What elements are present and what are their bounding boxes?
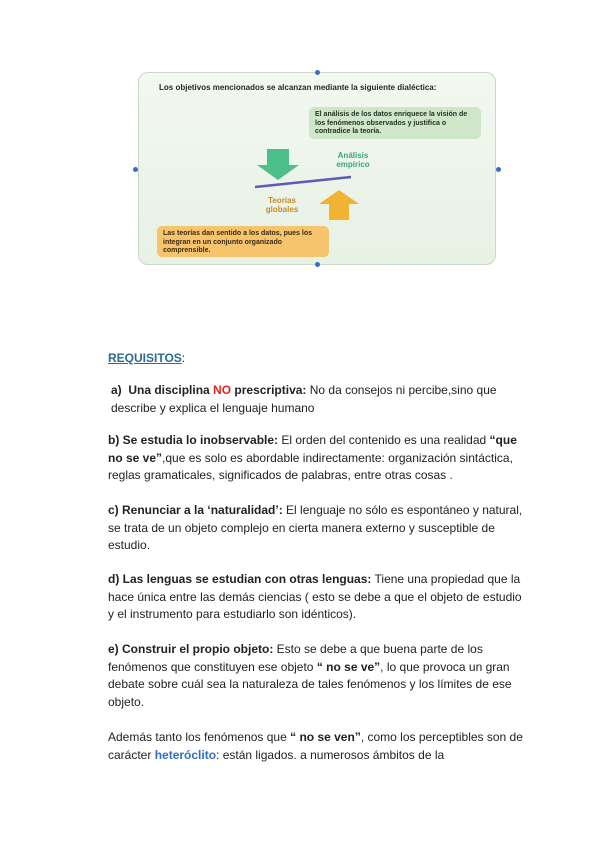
balance-line bbox=[255, 177, 351, 187]
global-theories-label: Teorías globales bbox=[265, 196, 299, 214]
item-c: c) Renunciar a la ‘naturalidad’: El lenguaje no sólo es espontáneo y natural, se trata de un objeto complejo en cierta manera externo y susceptible de estudio. bbox=[108, 503, 523, 552]
resize-handle-right[interactable] bbox=[496, 167, 501, 172]
diagram-panel bbox=[138, 72, 496, 265]
down-arrow-icon bbox=[257, 149, 299, 180]
up-arrow-icon bbox=[319, 190, 359, 220]
heteroclito-highlight: heteróclito bbox=[154, 747, 217, 762]
item-a: a) Una disciplina NO prescriptiva: No da consejos ni percibe,sino que describe y explica el lenguaje humano bbox=[111, 383, 497, 415]
diagram-arrows bbox=[139, 73, 496, 265]
empirical-analysis-label: Análisis empírico bbox=[336, 151, 370, 169]
heading-label: REQUISITOS bbox=[108, 351, 182, 365]
no-highlight: NO bbox=[213, 383, 232, 397]
resize-handle-bottom[interactable] bbox=[315, 262, 320, 267]
item-e: e) Construir el propio objeto: Esto se debe a que buena parte de los fenómenos que constituyen ese objeto “ no se ve”, lo que provoca un gran debate sobre cuál sea la naturaleza de tales fenómenos y los límites de ese objeto. bbox=[108, 642, 512, 709]
item-d: d) Las lenguas se estudian con otras lenguas: Tiene una propiedad que la hace única entre las demás ciencias ( esto se debe a que el objeto de estudio y el instrumento para estudiarlo son idénticos). bbox=[108, 572, 522, 621]
item-b: b) Se estudia lo inobservable: El orden del contenido es una realidad “que no se ve”,que es solo es abordable indirectamente: organización sintáctica, reglas gramaticales, significados de palabras, entre otras cosas . bbox=[108, 433, 517, 482]
diagram-image[interactable] bbox=[135, 72, 499, 265]
resize-handle-top[interactable] bbox=[315, 70, 320, 75]
closing-paragraph: Además tanto los fenómenos que “ no se ven”, como los perceptibles son de carácter heteróclito: están ligados. a numerosos ámbitos de la bbox=[108, 730, 523, 762]
empirical-analysis-box: El análisis de los datos enriquece la visión de los fenómenos observados y justifica o contradice la teoría. bbox=[309, 107, 481, 139]
diagram-intro-text: Los objetivos mencionados se alcanzan mediante la siguiente dialéctica: bbox=[159, 83, 437, 92]
global-theories-box: Las teorías dan sentido a los datos, pues los integran en un conjunto organizado comprensible. bbox=[157, 226, 329, 257]
requisitos-heading: REQUISITOS: bbox=[108, 351, 186, 365]
resize-handle-left[interactable] bbox=[133, 167, 138, 172]
